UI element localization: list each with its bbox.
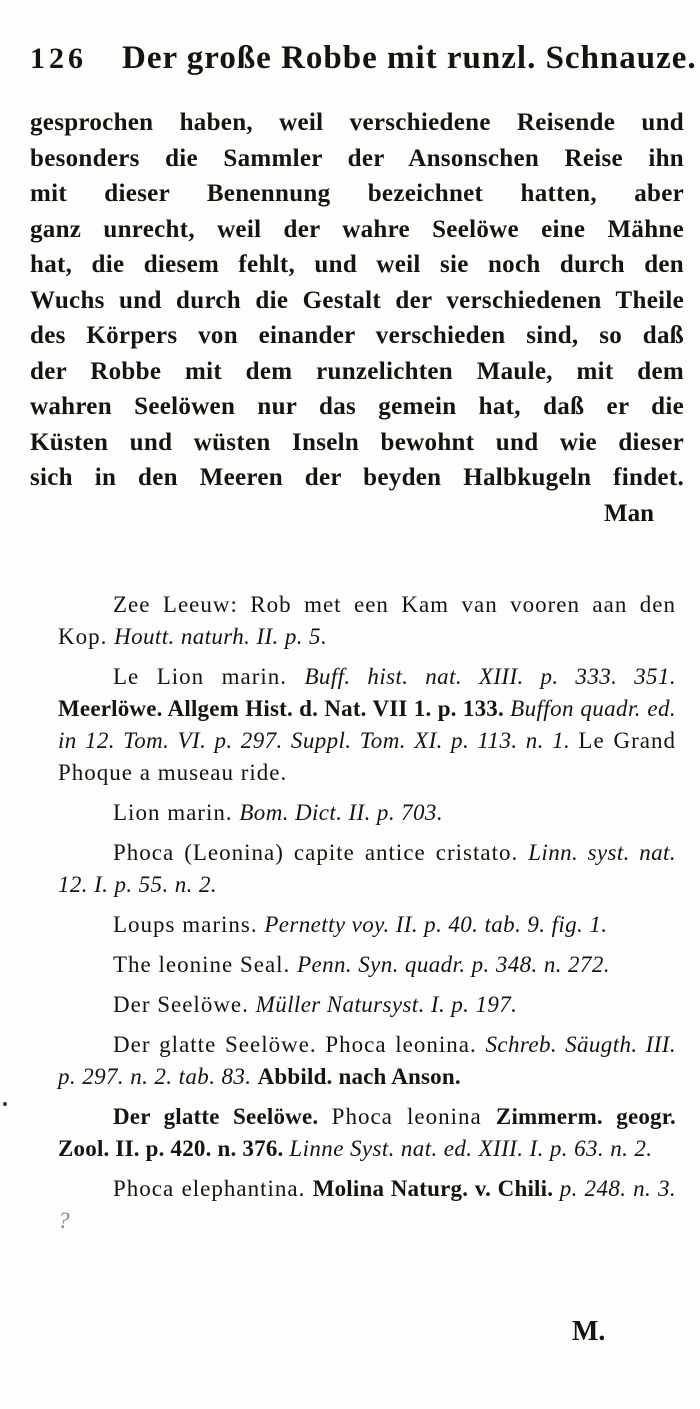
reference-segment-italic: Houtt. naturh. II. p. 5. (114, 624, 328, 649)
reference-segment-roman: Le Grand Phoque a museau ride. (58, 728, 676, 785)
body-line: Küsten und wüsten Inseln bewohnt und wie dieser (30, 428, 684, 456)
reference-segment-fraktur: Zimmerm. geogr. Zool. II. p. 420. n. 376. (58, 1104, 676, 1161)
body-paragraph (30, 105, 684, 496)
reference-segment-roman: Phoca (Leonina) capite antice cristato. (113, 840, 529, 865)
ink-speck-artifact (3, 1102, 7, 1106)
body-line: gesprochen haben, weil verschiedene Reisende und (30, 109, 684, 136)
reference-segment-roman: Le Lion marin. (113, 664, 305, 689)
body-line: mit dieser Benennung bezeichnet hatten, aber (30, 180, 684, 207)
reference-entry (58, 1173, 676, 1237)
reference-segment-italic: Bom. Dict. II. p. 703. (239, 800, 443, 825)
reference-entry (58, 797, 676, 829)
body-line: sich in den Meeren der beyden Halbkugeln findet. (30, 464, 684, 491)
reference-segment-roman: Phoca leonina (331, 1104, 496, 1129)
signature-mark: M. (572, 1316, 606, 1347)
reference-segment-roman: Der Seelöwe. (113, 992, 256, 1017)
running-title: Der große Robbe mit runzl. Schnauze. (122, 40, 697, 76)
reference-segment-italic: Buffon quadr. ed. in 12. Tom. VI. p. 297. Suppl. Tom. XI. p. 113. n. 1. (58, 696, 676, 753)
reference-entry (58, 1029, 676, 1093)
reference-entry (58, 661, 676, 789)
reference-segment-roman: The leonine Seal. (113, 952, 298, 977)
reference-segment-italic: Schreb. Säugth. III. p. 297. n. 2. tab. 83. (58, 1032, 676, 1089)
page-number: 126 (30, 42, 87, 75)
body-line: der Robbe mit dem runzelichten Maule, mit dem (30, 357, 684, 385)
body-line: wahren Seelöwen nur das gemein hat, daß er die (30, 393, 684, 420)
reference-segment-italic: Linn. syst. nat. 12. I. p. 55. n. 2. (58, 840, 676, 897)
body-line: Wuchs und durch die Gestalt der verschiedenen Theile (30, 286, 684, 314)
body-line: ganz unrecht, weil der wahre Seelöwe eine Mähne (30, 215, 684, 243)
reference-entry (58, 949, 676, 981)
reference-entry (58, 589, 676, 653)
reference-entry (58, 1101, 676, 1165)
body-line: hat, die diesem fehlt, und weil sie noch durch den (30, 251, 684, 278)
reference-segment-italic: Linne Syst. nat. ed. XIII. I. p. 63. n. 2. (289, 1136, 653, 1161)
reference-segment-artifact: ? (58, 1208, 70, 1233)
catchword: Man (604, 499, 654, 527)
reference-segment-roman: Der glatte Seelöwe. Phoca leonina. (113, 1032, 486, 1057)
body-line: besonders die Sammler der Ansonschen Reise ihn (30, 144, 684, 172)
reference-segment-roman: Phoca elephantina. (113, 1176, 313, 1201)
reference-list (58, 589, 676, 1237)
reference-segment-italic: p. 248. n. 3. (559, 1176, 677, 1201)
reference-segment-italic: Buff. hist. nat. XIII. p. 333. 351. (304, 664, 676, 689)
reference-segment-italic: Penn. Syn. quadr. p. 348. n. 272. (297, 952, 610, 977)
reference-entry (58, 837, 676, 901)
reference-segment-fraktur: Meerlöwe. Allgem Hist. d. Nat. VII 1. p. 133. (58, 696, 511, 721)
body-line: des Körpers von einander verschieden sind, so daß (30, 322, 684, 349)
reference-segment-roman: Loups marins. (113, 912, 265, 937)
reference-segment-fraktur: Molina Naturg. v. Chili. (312, 1176, 560, 1201)
reference-segment-fraktur: Der glatte Seelöwe. (113, 1104, 332, 1129)
reference-entry (58, 989, 676, 1021)
reference-entry (58, 909, 676, 941)
reference-segment-roman: Lion marin. (113, 800, 240, 825)
reference-segment-italic: Müller Natursyst. I. p. 197. (255, 992, 518, 1017)
reference-segment-fraktur: Abbild. nach Anson. (257, 1064, 461, 1089)
page-header (0, 0, 700, 77)
reference-segment-roman: Zee Leeuw: Rob met een Kam van vooren aan den Kop. (58, 592, 676, 649)
reference-segment-italic: Pernetty voy. II. p. 40. tab. 9. fig. 1. (264, 912, 608, 937)
